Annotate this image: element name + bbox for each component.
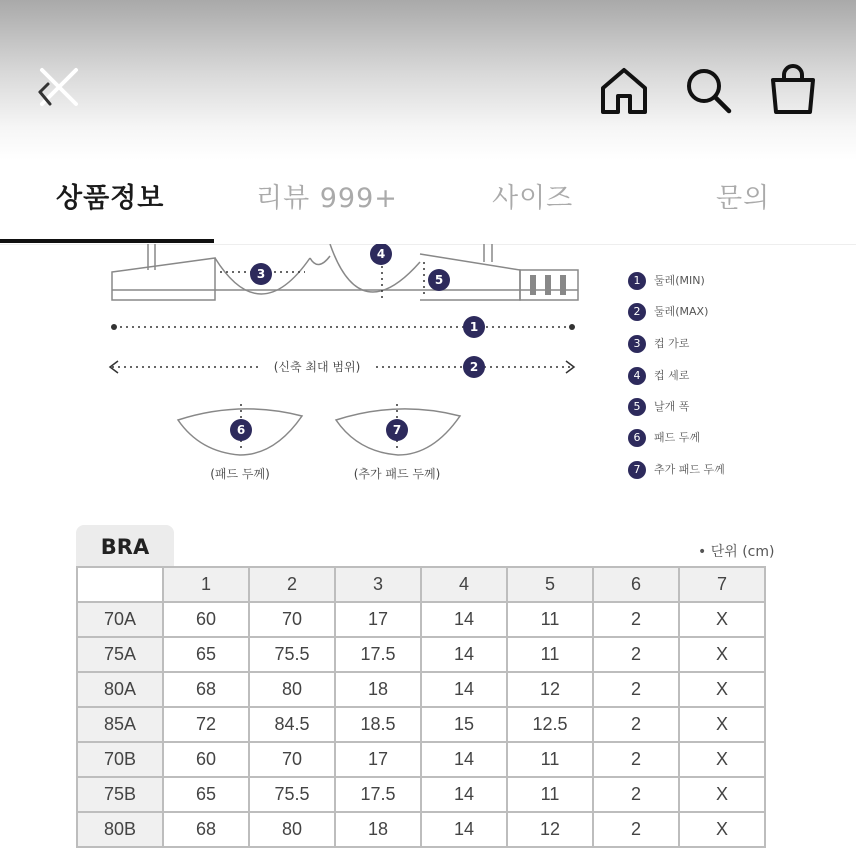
table-cell: 70 [249, 602, 335, 637]
shopping-bag-icon[interactable] [768, 64, 818, 116]
table-cell: 11 [507, 637, 593, 672]
row-size-label: 75A [77, 637, 163, 672]
row-size-label: 75B [77, 777, 163, 812]
table-cell: X [679, 742, 765, 777]
marker-5: 5 [434, 273, 444, 287]
marker-3: 3 [256, 267, 266, 281]
table-cell: 80 [249, 812, 335, 847]
tab-inquiry[interactable]: 문의 [716, 183, 771, 214]
table-cell: 2 [593, 707, 679, 742]
table-cell: 14 [421, 672, 507, 707]
table-cell: X [679, 777, 765, 812]
search-icon[interactable] [684, 66, 734, 116]
bra-measurement-diagram [0, 244, 856, 524]
table-cell: 68 [163, 672, 249, 707]
tab-product-info[interactable]: 상품정보 [56, 183, 165, 214]
table-cell: 65 [163, 777, 249, 812]
column-header: 5 [507, 567, 593, 602]
table-cell: 80 [249, 672, 335, 707]
table-cell: 14 [421, 812, 507, 847]
table-cell: 14 [421, 742, 507, 777]
table-row [77, 637, 765, 672]
table-cell: 2 [593, 672, 679, 707]
table-cell: 11 [507, 742, 593, 777]
top-header [0, 0, 856, 160]
table-cell: 14 [421, 777, 507, 812]
table-header-row [77, 567, 765, 602]
corner-cell [77, 567, 163, 602]
table-cell: X [679, 812, 765, 847]
marker-4: 4 [376, 247, 386, 261]
column-header: 2 [249, 567, 335, 602]
table-cell: 60 [163, 602, 249, 637]
table-cell: 15 [421, 707, 507, 742]
table-row [77, 742, 765, 777]
column-header: 6 [593, 567, 679, 602]
table-cell: 18.5 [335, 707, 421, 742]
legend-item: 7 추가 패드 두께 [628, 461, 725, 479]
table-cell: 72 [163, 707, 249, 742]
table-cell: X [679, 707, 765, 742]
tab-bar [0, 160, 856, 245]
table-cell: 65 [163, 637, 249, 672]
legend-item: 4 컵 세로 [628, 367, 689, 385]
marker-1: 1 [469, 320, 479, 334]
row-size-label: 70A [77, 602, 163, 637]
table-cell: 2 [593, 637, 679, 672]
table-cell: 75.5 [249, 637, 335, 672]
legend-item: 1 둘레(MIN) [628, 272, 705, 290]
pad-thickness-label: (패드 두께) [210, 467, 270, 481]
table-cell: 18 [335, 812, 421, 847]
marker-7: 7 [392, 423, 402, 437]
table-cell: X [679, 602, 765, 637]
home-icon[interactable] [598, 66, 650, 116]
table-cell: 70 [249, 742, 335, 777]
table-cell: 12 [507, 812, 593, 847]
table-row [77, 777, 765, 812]
legend-item: 3 컵 가로 [628, 335, 689, 353]
table-row [77, 672, 765, 707]
column-header: 7 [679, 567, 765, 602]
column-header: 4 [421, 567, 507, 602]
column-header: 1 [163, 567, 249, 602]
table-row [77, 707, 765, 742]
marker-6: 6 [236, 423, 246, 437]
legend-item: 6 패드 두께 [628, 429, 700, 447]
row-size-label: 80B [77, 812, 163, 847]
table-cell: 11 [507, 602, 593, 637]
marker-2: 2 [469, 360, 479, 374]
table-cell: 14 [421, 602, 507, 637]
bra-section-tag: BRA [76, 525, 174, 567]
table-cell: 17 [335, 742, 421, 777]
extra-pad-thickness-label: (추가 패드 두께) [353, 467, 441, 481]
table-cell: 84.5 [249, 707, 335, 742]
table-cell: 2 [593, 777, 679, 812]
tab-size[interactable]: 사이즈 [492, 183, 574, 214]
table-cell: 75.5 [249, 777, 335, 812]
table-cell: X [679, 672, 765, 707]
table-cell: 12 [507, 672, 593, 707]
row-size-label: 80A [77, 672, 163, 707]
table-cell: 2 [593, 812, 679, 847]
column-header: 3 [335, 567, 421, 602]
table-row [77, 812, 765, 847]
table-cell: 17.5 [335, 637, 421, 672]
row-size-label: 85A [77, 707, 163, 742]
stretch-range-label: (신축 최대 범위) [273, 360, 361, 374]
legend-item: 5 날개 폭 [628, 398, 689, 416]
legend-item: 2 둘레(MAX) [628, 303, 708, 321]
unit-note: • 단위 (cm) [698, 544, 775, 560]
tab-reviews[interactable]: 리뷰 999+ [256, 183, 398, 214]
table-cell: X [679, 637, 765, 672]
active-tab-indicator [0, 239, 214, 243]
row-size-label: 70B [77, 742, 163, 777]
table-cell: 18 [335, 672, 421, 707]
size-table [76, 566, 766, 848]
table-cell: 17.5 [335, 777, 421, 812]
table-cell: 17 [335, 602, 421, 637]
table-cell: 11 [507, 777, 593, 812]
table-cell: 2 [593, 602, 679, 637]
table-cell: 12.5 [507, 707, 593, 742]
table-cell: 60 [163, 742, 249, 777]
table-cell: 2 [593, 742, 679, 777]
table-cell: 14 [421, 637, 507, 672]
table-row [77, 602, 765, 637]
close-icon[interactable] [36, 64, 82, 110]
table-cell: 68 [163, 812, 249, 847]
